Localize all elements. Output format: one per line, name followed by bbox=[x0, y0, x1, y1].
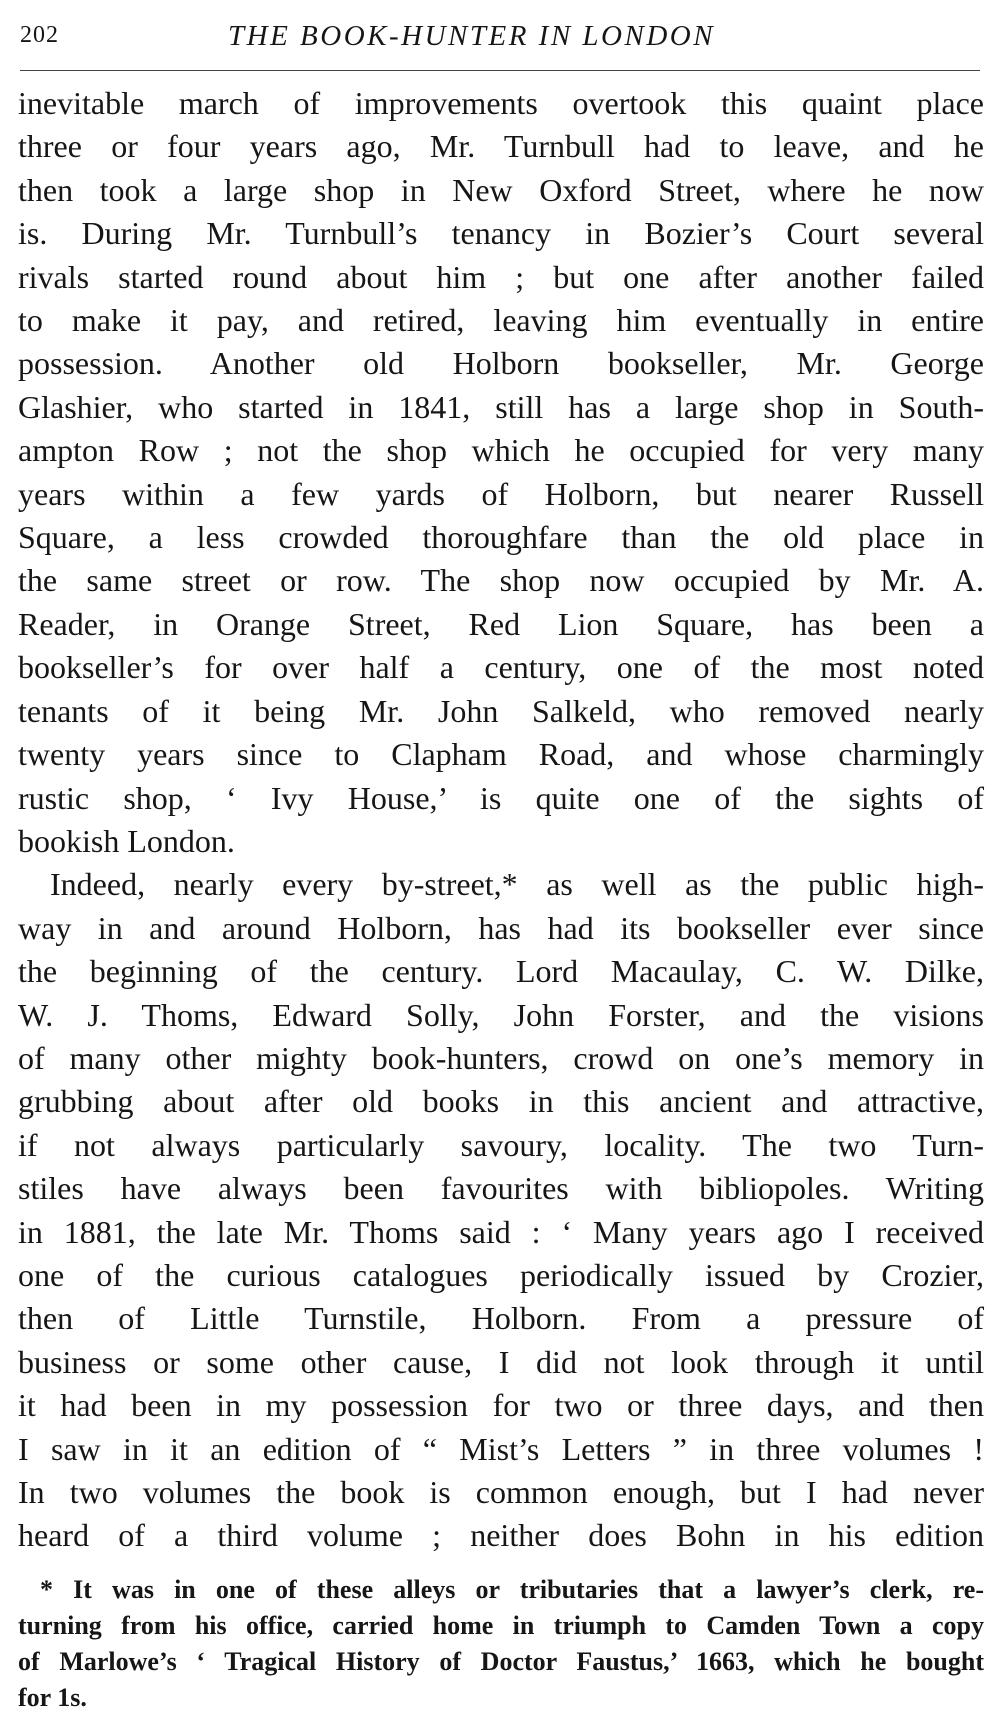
page-header bbox=[18, 20, 984, 56]
text-line: Glashier, who started in 1841, still has a large shop in South- bbox=[18, 388, 984, 425]
text-line: three or four years ago, Mr. Turnbull had to leave, and he bbox=[18, 128, 984, 165]
header-rule bbox=[20, 70, 980, 71]
text-line: twenty years since to Clapham Road, and whose charmingly bbox=[18, 736, 984, 773]
text-line: rustic shop, ‘ Ivy House,’ is quite one of the sights of bbox=[18, 779, 984, 816]
text-line: the same street or row. The shop now occupied by Mr. A. bbox=[18, 562, 984, 599]
text-line: if not always particularly savoury, locality. The two Turn- bbox=[18, 1126, 984, 1163]
page-number: 202 bbox=[20, 22, 59, 48]
text-line: business or some other cause, I did not look through it until bbox=[18, 1343, 984, 1380]
text-line: stiles have always been favourites with bibliopoles. Writing bbox=[18, 1170, 984, 1207]
footnote-line: for 1s. bbox=[18, 1683, 87, 1712]
footnote-line: * It was in one of these alleys or tributaries that a lawyer’s clerk, re- bbox=[40, 1575, 984, 1604]
text-line: the beginning of the century. Lord Macaulay, C. W. Dilke, bbox=[18, 953, 984, 990]
text-line: inevitable march of improvements overtook this quaint place bbox=[18, 85, 984, 121]
text-line: is. During Mr. Turnbull’s tenancy in Bozier’s Court several bbox=[18, 215, 984, 252]
text-line: ampton Row ; not the shop which he occupied for very many bbox=[18, 432, 984, 469]
text-line: then took a large shop in New Oxford Street, where he now bbox=[18, 171, 984, 208]
paragraph-end-line: bookish London. bbox=[18, 822, 235, 859]
text-line: of many other mighty book-hunters, crowd on one’s memory in bbox=[18, 1039, 984, 1076]
text-line: in 1881, the late Mr. Thoms said : ‘ Many years ago I received bbox=[18, 1213, 984, 1250]
text-line: heard of a third volume ; neither does Bohn in his edition bbox=[18, 1517, 984, 1554]
main-text bbox=[18, 82, 984, 1558]
text-line: years within a few yards of Holborn, but nearer Russell bbox=[18, 475, 984, 512]
text-line: possession. Another old Holborn bookseller, Mr. George bbox=[18, 345, 984, 382]
footnote-line: of Marlowe’s ‘ Tragical History of Doctor Faustus,’ 1663, which he bought bbox=[18, 1647, 984, 1676]
text-line: Reader, in Orange Street, Red Lion Square, has been a bbox=[18, 605, 984, 642]
book-page bbox=[18, 0, 984, 1719]
text-line: tenants of it being Mr. John Salkeld, who removed nearly bbox=[18, 692, 984, 729]
running-title: THE BOOK-HUNTER IN LONDON bbox=[228, 20, 716, 52]
text-line: rivals started round about him ; but one after another failed bbox=[18, 258, 984, 295]
footnote-line: turning from his office, carried home in triumph to Camden Town a copy bbox=[18, 1611, 984, 1640]
text-line: I saw in it an edition of “ Mist’s Letters ” in three volumes ! bbox=[18, 1430, 984, 1467]
text-line: Square, a less crowded thoroughfare than the old place in bbox=[18, 519, 984, 556]
text-line: one of the curious catalogues periodically issued by Crozier, bbox=[18, 1256, 984, 1293]
paragraph-start-line: Indeed, nearly every by-street,* as well as the public high- bbox=[50, 866, 984, 903]
text-line: grubbing about after old books in this ancient and attractive, bbox=[18, 1083, 984, 1120]
text-line: bookseller’s for over half a century, one of the most noted bbox=[18, 649, 984, 686]
footnote bbox=[18, 1572, 984, 1716]
text-line: In two volumes the book is common enough, but I had never bbox=[18, 1474, 984, 1510]
text-line: then of Little Turnstile, Holborn. From a pressure of bbox=[18, 1300, 984, 1337]
text-line: way in and around Holborn, has had its bookseller ever since bbox=[18, 909, 984, 946]
text-line: to make it pay, and retired, leaving him eventually in entire bbox=[18, 302, 984, 339]
text-line: it had been in my possession for two or three days, and then bbox=[18, 1387, 984, 1424]
text-line: W. J. Thoms, Edward Solly, John Forster, and the visions bbox=[18, 996, 984, 1033]
